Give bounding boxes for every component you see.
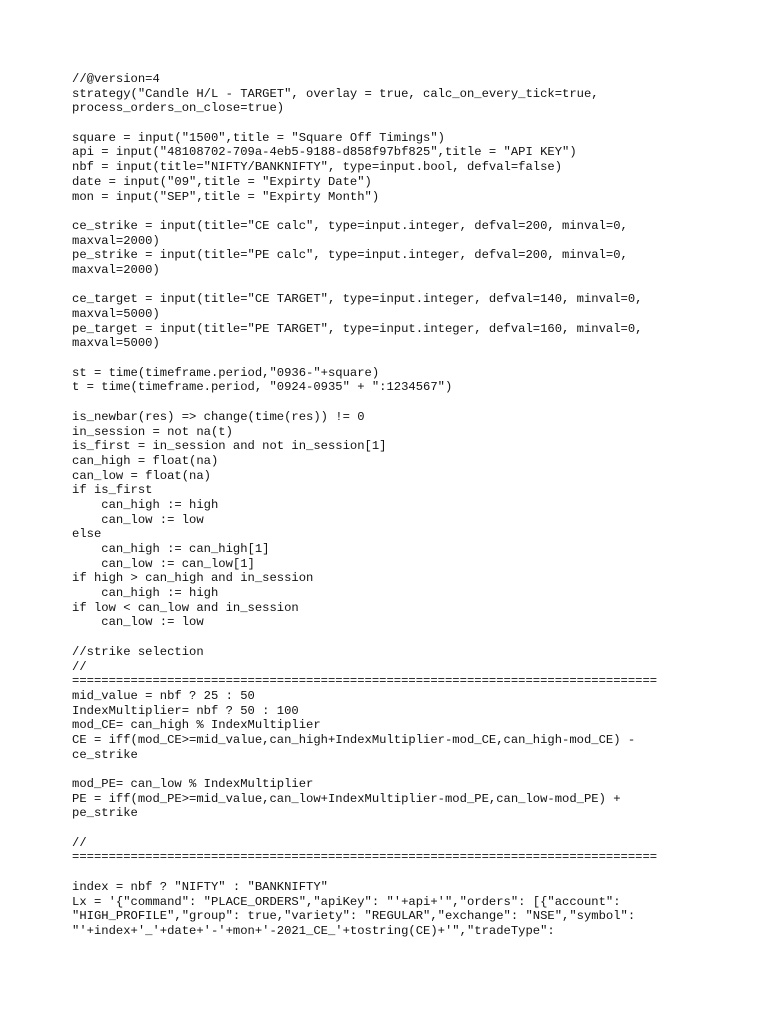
code-line: nbf = input(title="NIFTY/BANKNIFTY", type=input.bool, defval=false) (72, 160, 563, 175)
code-line (72, 821, 712, 836)
code-line: strategy("Candle H/L - TARGET", overlay = true, calc_on_every_tick=true, (72, 86, 599, 101)
code-line (72, 278, 712, 293)
code-line: maxval=2000) (72, 233, 160, 248)
code-line: ================================================================================ (72, 674, 658, 689)
code-line: can_high = float(na) (72, 453, 219, 468)
code-line: can_high := high (72, 586, 219, 601)
code-line: square = input("1500",title = "Square Off Timings") (72, 130, 445, 145)
code-line: process_orders_on_close=true) (72, 101, 285, 116)
code-line: is_newbar(res) => change(time(res)) != 0 (72, 409, 365, 424)
code-line: st = time(timeframe.period,"0936-"+square) (72, 365, 380, 380)
code-line: pe_strike (72, 806, 138, 821)
code-line: if is_first (72, 483, 153, 498)
code-line: //@version=4 (72, 72, 160, 86)
code-line: "HIGH_PROFILE","group": true,"variety": "REGULAR","exchange": "NSE","symbol": (72, 909, 636, 924)
code-line: can_low := low (72, 512, 204, 527)
code-line (72, 762, 712, 777)
code-line (72, 116, 712, 131)
code-line: pe_strike = input(title="PE calc", type=input.integer, defval=200, minval=0, (72, 248, 628, 263)
code-line: IndexMultiplier= nbf ? 50 : 100 (72, 703, 299, 718)
code-line: "'+index+'_'+date+'-'+mon+'-2021_CE_'+tostring(CE)+'","tradeType": (72, 923, 555, 938)
code-line: api = input("48108702-709a-4eb5-9188-d858f97bf825",title = "API KEY") (72, 145, 577, 160)
code-line: mod_PE= can_low % IndexMultiplier (72, 777, 314, 791)
code-line: pe_target = input(title="PE TARGET", type=input.integer, defval=160, minval=0, (72, 321, 643, 336)
code-line: can_low := can_low[1] (72, 556, 255, 571)
code-line: ce_strike = input(title="CE calc", type=input.integer, defval=200, minval=0, (72, 218, 628, 233)
code-line: is_first = in_session and not in_session[1] (72, 439, 387, 454)
code-line: maxval=2000) (72, 262, 160, 277)
code-line (72, 351, 712, 366)
code-block (72, 72, 712, 939)
code-line: mon = input("SEP",title = "Expirty Month") (72, 189, 380, 204)
code-line: maxval=5000) (72, 307, 160, 321)
code-line: ================================================================================ (72, 850, 658, 865)
code-line: can_high := can_high[1] (72, 542, 270, 556)
code-line: can_low := low (72, 615, 204, 630)
code-line: can_high := high (72, 497, 219, 512)
code-line: index = nbf ? "NIFTY" : "BANKNIFTY" (72, 879, 328, 894)
code-line: in_session = not na(t) (72, 424, 233, 439)
code-line: if low < can_low and in_session (72, 600, 299, 615)
code-line (72, 630, 712, 645)
code-line: else (72, 527, 102, 542)
code-line: // (72, 659, 87, 674)
code-line (72, 204, 712, 219)
code-line: ce_strike (72, 747, 138, 762)
code-line: //strike selection (72, 644, 204, 659)
code-line: if high > can_high and in_session (72, 571, 314, 586)
code-line: mod_CE= can_high % IndexMultiplier (72, 718, 321, 733)
code-line: CE = iff(mod_CE>=mid_value,can_high+IndexMultiplier-mod_CE,can_high-mod_CE) - (72, 732, 636, 747)
code-line: can_low = float(na) (72, 468, 211, 483)
code-line: ce_target = input(title="CE TARGET", type=input.integer, defval=140, minval=0, (72, 292, 643, 307)
code-line: mid_value = nbf ? 25 : 50 (72, 688, 255, 703)
code-line: maxval=5000) (72, 336, 160, 351)
code-line: Lx = '{"command": "PLACE_ORDERS","apiKey": "'+api+'","orders": [{"account": (72, 894, 621, 909)
code-line (72, 865, 712, 880)
code-line (72, 395, 712, 410)
code-line: PE = iff(mod_PE>=mid_value,can_low+IndexMultiplier-mod_PE,can_low-mod_PE) + (72, 791, 621, 806)
code-line: // (72, 835, 87, 850)
code-line: t = time(timeframe.period, "0924-0935" + ":1234567") (72, 380, 453, 395)
code-line: date = input("09",title = "Expirty Date") (72, 174, 372, 189)
